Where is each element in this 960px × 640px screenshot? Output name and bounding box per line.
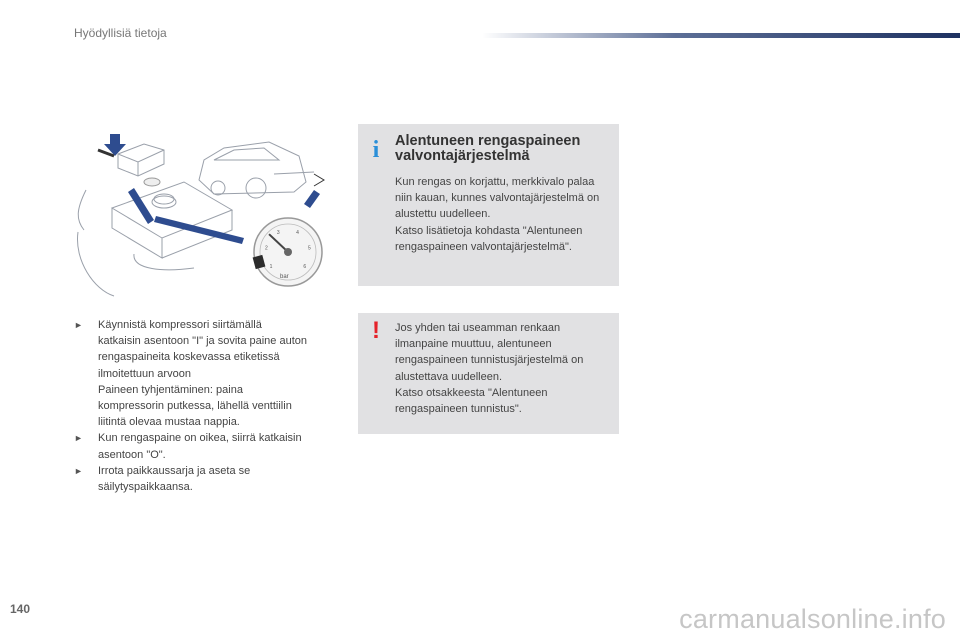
step-bullet-icon: ► <box>74 320 83 330</box>
gauge-tick-label: 3 <box>276 230 280 237</box>
arrow-to-valve-icon <box>128 188 154 224</box>
pressure-gauge <box>253 218 322 286</box>
car-outline <box>199 142 306 194</box>
step-bullet-icon: ► <box>74 433 83 444</box>
gauge-tick-label: 5 <box>308 245 311 252</box>
gauge-tick-label: 4 <box>296 230 299 237</box>
sealant-bottle <box>118 144 164 176</box>
warning-box <box>358 313 619 434</box>
step-bullet-icon: ► <box>74 465 83 476</box>
page-number: 140 <box>10 602 31 616</box>
warning-box-text: Jos yhden tai useamman renkaan ilmanpaine muuttuu, alentuneen rengaspaineen tunnistusjärjestelmä on alustettava uudelleen. Katso otsakkeesta "Alentuneen rengaspaineen tunnistus". <box>395 322 584 416</box>
info-box <box>358 124 619 286</box>
gauge-tick-label: 2 <box>264 245 268 252</box>
section-title: Hyödyllisiä tietoja <box>74 26 167 40</box>
step-item: ► Käynnistä kompressori siirtämällä katkaisin asentoon "I" ja sovita paine auton rengaspaineita koskevassa etiketissä ilmoitettuun arvoon Paineen tyhjentäminen: paina kompressorin putkessa, lähellä venttiilin liitintä olevaa mustaa nappia. <box>74 317 346 430</box>
exclamation-icon: ! <box>372 317 380 344</box>
compressor-body <box>112 182 232 238</box>
gauge-unit-label: bar <box>280 274 289 280</box>
step-item: ► Kun rengaspaine on oikea, siirrä katkaisin asentoon "O". <box>74 430 346 462</box>
header-gradient-bar <box>482 33 960 38</box>
info-box-text: Kun rengas on korjattu, merkkivalo palaa niin kauan, kunnes valvontajärjestelmä on alustettu uudelleen. Katso lisätietoja kohdasta "Alentuneen rengaspaineen valvontajärjestelmä". <box>395 176 600 253</box>
info-box-title: Alentuneen rengaspaineen valvontajärjestelmä <box>395 133 581 164</box>
info-icon: i <box>372 137 380 163</box>
watermark: carmanualsonline.info <box>679 604 946 634</box>
gauge-tick-label: 1 <box>269 264 273 271</box>
compressor-illustration <box>74 120 346 300</box>
gauge-tick-label: 6 <box>303 264 307 271</box>
step-item: ► Irrota paikkaussarja ja aseta se säilytyspaikkaansa. <box>74 463 346 495</box>
arrow-to-gauge-icon <box>154 216 244 244</box>
procedure-steps <box>74 317 346 495</box>
arrow-to-car-icon <box>304 190 320 208</box>
